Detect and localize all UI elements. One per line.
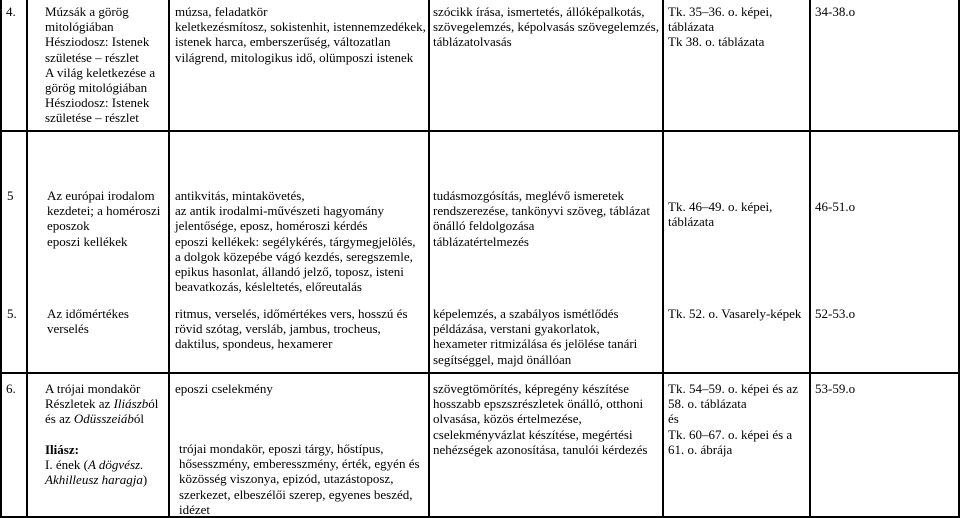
concepts-cell: [175, 188, 416, 294]
pages-cell: 34-38.o: [815, 4, 856, 19]
section-heading: Iliász:: [45, 441, 79, 457]
row-number: 6.: [6, 381, 16, 396]
cell-text-line: epikus hasonlat, állandó jelző, toposz, isteni: [175, 264, 404, 280]
cell-text-line: 61. o. ábrája: [668, 441, 733, 457]
book-title: Iliászb: [113, 396, 149, 412]
text-run: ): [142, 472, 148, 488]
cell-text-line: rövid szótag, versláb, jambus, trocheus,: [175, 321, 381, 337]
cell-text-line: cselekményvázlat készítése, megértési: [433, 426, 633, 442]
cell-text-line: eposzi kellékek: [47, 233, 128, 249]
cell-text-line: a dolgok közepébe vágó kezdés, seregszemle,: [175, 248, 413, 264]
row-number: 5: [7, 188, 14, 203]
cell-text-line: példázása, verstani gyakorlatok,: [433, 321, 600, 337]
cell-text-line: Tk. 60–67. o. képei és a: [668, 426, 793, 442]
cell-text-line: képelemzés, a szabályos ismétlődés: [433, 306, 619, 321]
cell-text-line: verselés: [47, 321, 89, 337]
cell-text-line: az antik irodalmi-művészeti hagyomány: [175, 203, 385, 219]
pages-cell: 52-53.o: [815, 306, 856, 321]
cell-text-line: istenek harca, emberszerűség, változatlan: [175, 34, 391, 50]
cell-text-line: beavatkozás, késleltetés, előreutalás: [175, 279, 362, 295]
table-column-divider: [168, 0, 170, 518]
concepts-cell: [175, 306, 408, 352]
cell-text-line: kezdetei; a homéroszi: [47, 203, 161, 219]
cell-text-line: világrend, mitologikus idő, olümposzi istenek: [175, 49, 414, 65]
cell-text-line: idézet: [179, 501, 211, 517]
cell-text-line: múzsa, feladatkör: [175, 4, 268, 19]
cell-text-line: trójai mondakör, eposzi tárgy, hőstípus,: [179, 441, 384, 456]
cell-text-line: szövegelemzés, képolvasás szövegelemzés,: [433, 19, 659, 35]
cell-text-line: 58. o. táblázata: [668, 396, 747, 412]
row-number: 5.: [7, 306, 17, 321]
cell-text-line: Hésziodosz: Istenek: [45, 95, 150, 111]
blank-line: [45, 427, 158, 442]
cell-text-line: rendszerezése, tankönyvi szöveg, táblázat: [433, 203, 650, 219]
cell-text-line: születése – részlet: [45, 49, 139, 65]
cell-text-line: mitológiában: [45, 19, 114, 35]
cell-text-line: [45, 411, 158, 426]
cell-text-line: hősesszmény, emberesszmény, érték, egyén és: [179, 456, 420, 472]
cell-text-line: hexameter ritmizálása és jelölése tanári: [433, 336, 638, 352]
text-run: Részletek az: [45, 396, 114, 412]
row-divider: [0, 130, 960, 132]
cell-text-line: születése – részlet: [45, 110, 139, 126]
cell-text-line: szerkezet, elbeszélői szerep, egyenes beszéd,: [179, 486, 413, 502]
topic-cell: [47, 188, 160, 249]
table-column-divider: [26, 0, 28, 518]
cell-text-line: jelentősége, eposz, homéroszi kérdés: [175, 218, 368, 234]
cell-text-line: olvasása, közös értelmezése,: [433, 411, 582, 427]
table-border-left: [0, 0, 2, 518]
pages-cell: 53-59.o: [815, 381, 856, 396]
cell-text-line: [45, 396, 158, 411]
cell-text-line: [45, 472, 158, 487]
materials-cell: [668, 199, 772, 229]
topic-cell: [47, 306, 129, 336]
cell-text-line: Az európai irodalom: [47, 188, 155, 203]
cell-text-line: önálló feldolgozása: [433, 218, 535, 234]
concepts-cell: [175, 4, 426, 65]
cell-text-line: Tk 38. o. táblázata: [668, 34, 765, 50]
row-divider: [0, 372, 960, 374]
cell-text-line: tudásmozgósítás, meglévő ismeretek: [433, 188, 624, 203]
cell-text-line: hosszabb epszszrészletek önálló, otthoni: [433, 396, 644, 412]
materials-cell: [668, 381, 798, 457]
cell-text-line: keletkezésmítosz, sokistenhit, istennemzedékek,: [175, 19, 426, 35]
cell-text-line: Tk. 35–36. o. képei,: [668, 4, 773, 19]
cell-text-line: A világ keletkezése a: [45, 64, 156, 80]
materials-cell: Tk. 52. o. Vasarely-képek: [668, 306, 802, 321]
cell-text-line: táblázata: [668, 214, 715, 230]
table-column-divider: [428, 0, 430, 518]
skills-cell: [433, 4, 659, 50]
cell-text-line: táblázata: [668, 19, 715, 35]
cell-text-line: nehézségek azonosítása, tanulói kérdezés: [433, 441, 648, 457]
text-run: ól: [133, 411, 144, 427]
skills-cell: [433, 306, 637, 367]
materials-cell: [668, 4, 772, 50]
concepts-cell: [179, 441, 420, 517]
cell-text-line: ritmus, verselés, időmértékes vers, hosszú és: [175, 306, 408, 321]
skills-cell: [433, 188, 650, 249]
table-column-divider: [662, 0, 664, 518]
cell-text-line: segítséggel, majd önállóan: [433, 351, 572, 367]
cell-text-line: eposzi kellékek: segélykérés, tárgymegjelölés,: [175, 233, 416, 249]
text-run: és az: [45, 411, 74, 427]
cell-text-line: Múzsák a görög: [45, 4, 129, 19]
cell-text-line: A trójai mondakör: [45, 381, 141, 396]
book-title: Odüsszeiáb: [73, 411, 134, 427]
table-column-divider: [809, 0, 811, 518]
cell-text-line: Az időmértékes: [47, 306, 129, 321]
cell-text-line: szövegtömörítés, képregény készítése: [433, 381, 630, 396]
cell-text-line: táblázatolvasás: [433, 34, 512, 50]
text-run: I. ének (: [45, 456, 88, 472]
chapter-title: Akhilleusz haragja: [45, 472, 143, 488]
text-run: ól: [148, 396, 159, 412]
topic-cell: [45, 381, 158, 487]
skills-cell: [433, 381, 647, 457]
cell-text-line: közösség viszonya, epizód, utazástoposz,: [179, 471, 394, 487]
cell-text-line: Tk. 54–59. o. képei és az: [668, 381, 798, 396]
pages-cell: 46-51.o: [815, 199, 856, 214]
cell-text-line: antikvitás, mintakövetés,: [175, 188, 305, 203]
chapter-title: A dögvész.: [87, 456, 144, 472]
cell-text-line: [45, 457, 158, 472]
cell-text-line: és: [668, 411, 679, 427]
cell-text-line: Hésziodosz: Istenek: [45, 34, 150, 50]
cell-text-line: Tk. 46–49. o. képei,: [668, 199, 773, 214]
cell-text-line: eposzok: [47, 218, 90, 234]
concepts-cell: eposzi cselekmény: [175, 381, 273, 396]
topic-cell: [45, 4, 155, 126]
cell-text-line: görög mitológiában: [45, 80, 148, 96]
cell-text-line: daktilus, spondeus, hexamerer: [175, 336, 333, 352]
row-number: 4.: [6, 4, 16, 19]
cell-text-line: táblázatértelmezés: [433, 233, 529, 249]
cell-text-line: szócikk írása, ismertetés, állóképalkotás,: [433, 4, 645, 19]
